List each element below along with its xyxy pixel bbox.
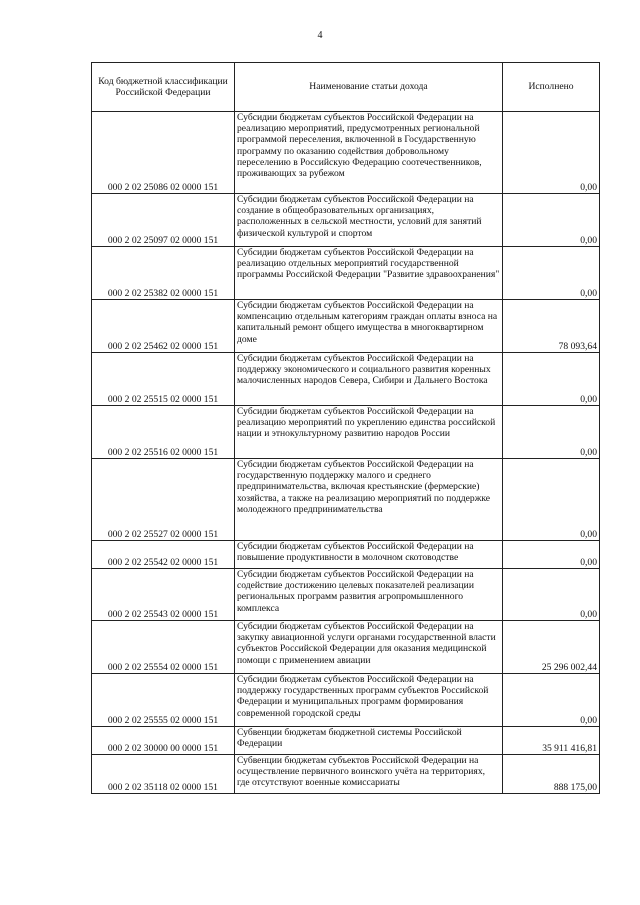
table-row — [92, 569, 600, 621]
revenue-item-name: Субсидии бюджетам субъектов Российской Федерации на реализацию мероприятий, предусмотренных региональной программой переселения, включенной в Государственную программу по оказанию содействия добровольному переселению в Российскую Федерацию соотечественников, проживающих за рубежом — [235, 112, 503, 194]
revenue-item-name: Субсидии бюджетам субъектов Российской Федерации на государственную поддержку малого и среднего предпринимательства, включая крестьянские (фермерские) хозяйства, а также на реализацию мероприятий по поддержке молодежного предпринимательства — [235, 459, 503, 541]
executed-amount: 0,00 — [503, 194, 600, 247]
executed-amount: 0,00 — [503, 569, 600, 621]
table-row — [92, 727, 600, 755]
table-row — [92, 247, 600, 300]
executed-amount: 0,00 — [503, 674, 600, 727]
revenue-item-name: Субсидии бюджетам субъектов Российской Федерации на поддержку государственных программ субъектов Российской Федерации и муниципальных программ формирования современной городской среды — [235, 674, 503, 727]
revenue-item-name: Субсидии бюджетам субъектов Российской Федерации на реализацию мероприятий по укреплению единства российской нации и этнокультурному развитию народов России — [235, 406, 503, 459]
budget-code: 000 2 02 25543 02 0000 151 — [92, 569, 235, 621]
table-body — [92, 112, 600, 794]
revenue-item-name: Субсидии бюджетам субъектов Российской Федерации на повышение продуктивности в молочном скотоводстве — [235, 541, 503, 569]
revenue-item-name: Субсидии бюджетам субъектов Российской Федерации на компенсацию отдельным категориям граждан оплаты взноса на капитальный ремонт общего имущества в многоквартирном доме — [235, 300, 503, 353]
executed-amount: 35 911 416,81 — [503, 727, 600, 755]
budget-code: 000 2 02 25462 02 0000 151 — [92, 300, 235, 353]
executed-amount: 0,00 — [503, 112, 600, 194]
revenue-item-name: Субсидии бюджетам субъектов Российской Федерации на реализацию отдельных мероприятий государственной программы Российской Федерации "Развитие здравоохранения" — [235, 247, 503, 300]
executed-amount: 888 175,00 — [503, 755, 600, 794]
revenue-item-name: Субвенции бюджетам бюджетной системы Российской Федерации — [235, 727, 503, 755]
table-header-row — [92, 63, 600, 112]
revenue-item-name: Субсидии бюджетам субъектов Российской Федерации на закупку авиационной услуги органами государственной власти субъектов Российской Федерации для оказания медицинской помощи с применением авиации — [235, 621, 503, 674]
executed-amount: 0,00 — [503, 406, 600, 459]
revenue-item-name: Субсидии бюджетам субъектов Российской Федерации на содействие достижению целевых показателей реализации региональных программ развития агропромышленного комплекса — [235, 569, 503, 621]
table-row — [92, 459, 600, 541]
table-row — [92, 353, 600, 406]
budget-code: 000 2 02 35118 02 0000 151 — [92, 755, 235, 794]
table-row — [92, 112, 600, 194]
budget-code: 000 2 02 25086 02 0000 151 — [92, 112, 235, 194]
budget-code: 000 2 02 25555 02 0000 151 — [92, 674, 235, 727]
revenue-table — [91, 62, 600, 794]
table-row — [92, 674, 600, 727]
table-row — [92, 541, 600, 569]
budget-code: 000 2 02 25515 02 0000 151 — [92, 353, 235, 406]
table-row — [92, 406, 600, 459]
table-row — [92, 194, 600, 247]
budget-code: 000 2 02 30000 00 0000 151 — [92, 727, 235, 755]
executed-amount: 0,00 — [503, 541, 600, 569]
revenue-item-name: Субвенции бюджетам субъектов Российской Федерации на осуществление первичного воинского учёта на территориях, где отсутствуют военные комиссариаты — [235, 755, 503, 794]
budget-code: 000 2 02 25097 02 0000 151 — [92, 194, 235, 247]
budget-code: 000 2 02 25516 02 0000 151 — [92, 406, 235, 459]
budget-code: 000 2 02 25554 02 0000 151 — [92, 621, 235, 674]
executed-amount: 78 093,64 — [503, 300, 600, 353]
page-number: 4 — [317, 30, 323, 41]
table-row — [92, 621, 600, 674]
header-executed: Исполнено — [503, 63, 600, 112]
revenue-item-name: Субсидии бюджетам субъектов Российской Федерации на создание в общеобразовательных организациях, расположенных в сельской местности, условий для занятий физической культурой и спортом — [235, 194, 503, 247]
executed-amount: 25 296 002,44 — [503, 621, 600, 674]
executed-amount: 0,00 — [503, 459, 600, 541]
header-code: Код бюджетной классификации Российской Федерации — [92, 63, 235, 112]
budget-code: 000 2 02 25382 02 0000 151 — [92, 247, 235, 300]
table-row — [92, 755, 600, 794]
budget-code: 000 2 02 25542 02 0000 151 — [92, 541, 235, 569]
executed-amount: 0,00 — [503, 353, 600, 406]
budget-code: 000 2 02 25527 02 0000 151 — [92, 459, 235, 541]
table-row — [92, 300, 600, 353]
header-name: Наименование статьи дохода — [235, 63, 503, 112]
executed-amount: 0,00 — [503, 247, 600, 300]
revenue-item-name: Субсидии бюджетам субъектов Российской Федерации на поддержку экономического и социального развития коренных малочисленных народов Севера, Сибири и Дальнего Востока — [235, 353, 503, 406]
